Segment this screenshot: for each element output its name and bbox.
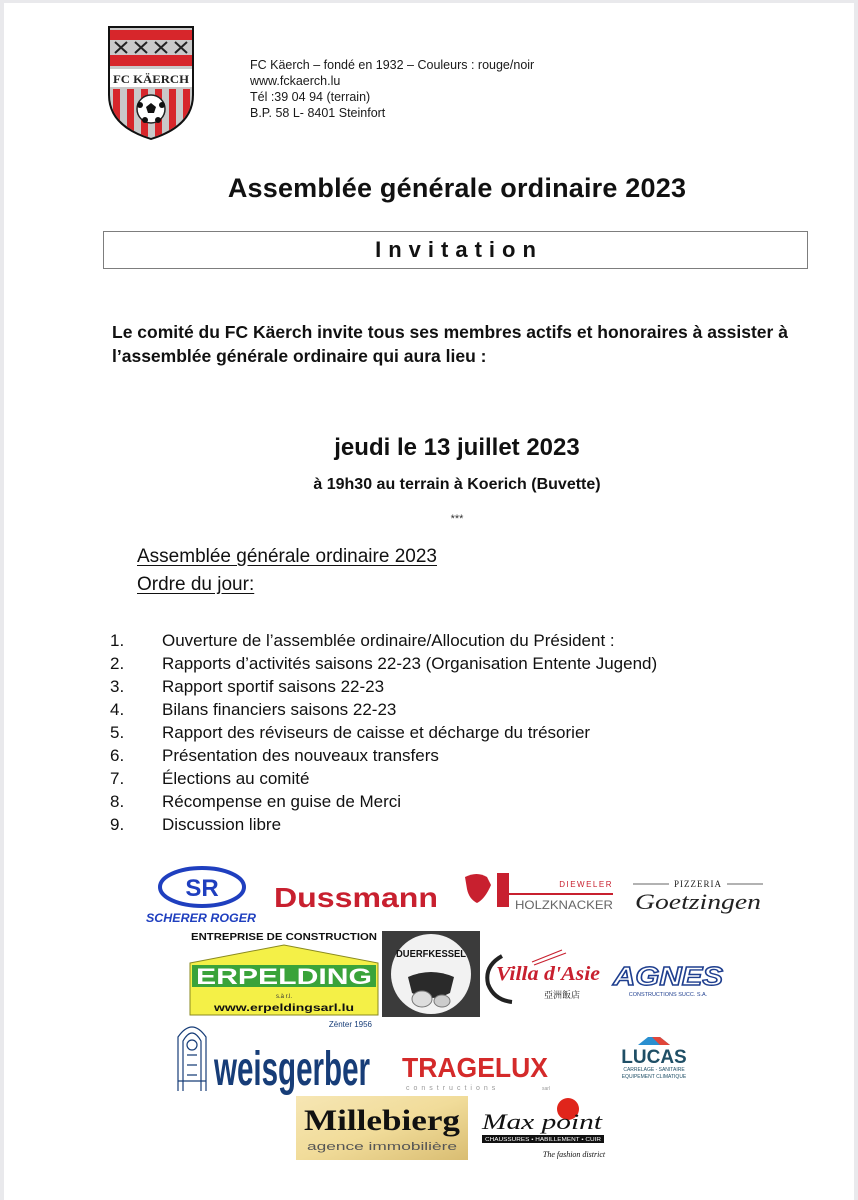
intro-paragraph: Le comité du FC Käerch invite tous ses membres actifs et honoraires à assister à l’assemblée générale ordinaire qui aura lieu : — [112, 322, 788, 366]
scherer-mark: SR — [185, 875, 219, 902]
agenda-heading-block — [137, 543, 437, 599]
sponsor-logo-lucas — [604, 1033, 704, 1083]
weisgerber-name: weisgerber — [213, 1043, 370, 1095]
millebierg-name: Millebierg — [304, 1104, 460, 1137]
maxpoint-bar: CHAUSSURES • HABILLEMENT • CUIR — [485, 1137, 602, 1143]
separator: *** — [450, 513, 464, 525]
agenda-subheading: Ordre du jour: — [137, 574, 255, 595]
event-date: jeudi le 13 juillet 2023 — [334, 434, 580, 461]
sponsor-logo-max-point — [478, 1097, 610, 1163]
club-info — [250, 57, 534, 121]
sponsor-logo-weisgerber — [174, 1015, 374, 1095]
agenda-item — [110, 721, 657, 744]
invitation-banner — [103, 231, 808, 269]
agenda-item-number: 8. — [110, 792, 125, 811]
sponsor-logo-duerfkessel — [382, 931, 480, 1017]
agenda-item — [110, 767, 657, 790]
agenda-item-number: 1. — [110, 631, 125, 650]
agenda-item — [110, 813, 657, 836]
agenda-heading: Assemblée générale ordinaire 2023 — [137, 546, 437, 567]
page-title: Assemblée générale ordinaire 2023 — [227, 173, 687, 203]
agnes-sub: CONSTRUCTIONS SUCC. S.A. — [628, 992, 708, 998]
agenda-item-text: Élections au comité — [162, 769, 310, 788]
sponsor-logo-tragelux — [396, 1049, 556, 1093]
agenda-item-text: Rapport sportif saisons 22-23 — [162, 677, 385, 696]
agenda-item — [110, 744, 657, 767]
maxpoint-tagline: The fashion district — [542, 1150, 606, 1159]
scherer-name: SCHERER ROGER — [146, 911, 257, 925]
invitation-label: Invitation — [375, 237, 543, 262]
lucas-sub1: CARRELAGE - SANITAIRE — [623, 1067, 685, 1073]
club-crest-logo — [107, 25, 195, 141]
villa-cjk: 亞洲飯店 — [543, 991, 581, 1001]
sponsor-logo-scherer-roger — [144, 865, 262, 927]
millebierg-sub: agence immobilière — [307, 1141, 457, 1153]
sponsor-logo-millebierg — [296, 1096, 468, 1160]
goetzingen-name: Goetzingen — [635, 889, 761, 914]
club-address: B.P. 58 L- 8401 Steinfort — [250, 106, 386, 120]
tragelux-sub: constructions — [406, 1085, 500, 1092]
agenda-item — [110, 675, 657, 698]
crest-text: FC KÄERCH — [113, 72, 190, 86]
invitation-page — [4, 3, 854, 1200]
erpelding-form: s.à r.l. — [275, 994, 293, 1000]
club-phone: Tél :39 04 94 (terrain) — [250, 90, 371, 104]
agenda-item-text: Présentation des nouveaux transfers — [162, 746, 439, 765]
goetzingen-top: PIZZERIA — [674, 879, 722, 889]
sponsor-logo-villa-dasie — [482, 948, 604, 1006]
agenda-item-number: 9. — [110, 815, 125, 834]
sponsor-logo-pizzeria-goetzingen — [629, 877, 769, 917]
agenda-item — [110, 629, 657, 652]
sponsor-logo-holzknacker — [459, 869, 619, 913]
agenda-item-number: 3. — [110, 677, 125, 696]
agenda-item-text: Récompense en guise de Merci — [162, 792, 402, 811]
agenda-item-text: Rapports d’activités saisons 22-23 (Organisation Entente Jugend) — [162, 654, 658, 673]
tragelux-form: sarl — [541, 1086, 550, 1092]
agenda-item-number: 5. — [110, 723, 125, 742]
agenda-item — [110, 698, 657, 721]
agenda-item-text: Rapport des réviseurs de caisse et décharge du trésorier — [162, 723, 591, 742]
agenda-item — [110, 652, 657, 675]
holzknacker-top: DIEWELER — [559, 880, 613, 889]
agenda-item — [110, 790, 657, 813]
sponsor-logo-erpelding — [188, 929, 380, 1019]
agenda-item-text: Bilans financiers saisons 22-23 — [162, 700, 397, 719]
agenda-item-number: 2. — [110, 654, 125, 673]
club-line: FC Käerch – fondé en 1932 – Couleurs : rouge/noir — [250, 58, 535, 72]
weisgerber-since: Zënter 1956 — [328, 1020, 372, 1029]
holzknacker-name: HOLZKNACKER — [515, 898, 614, 912]
erpelding-name: ERPELDING — [196, 964, 372, 989]
duerfkessel-name: DUERFKESSEL — [396, 949, 466, 960]
event-time-place: à 19h30 au terrain à Koerich (Buvette) — [313, 476, 601, 493]
agnes-name: AGNES — [611, 961, 724, 991]
dussmann-name: Dussmann — [274, 882, 438, 913]
erpelding-top: ENTREPRISE DE CONSTRUCTION — [191, 932, 377, 943]
agenda-item-text: Ouverture de l’assemblée ordinaire/Allocution du Président : — [162, 631, 615, 650]
tragelux-name: TRAGELUX — [402, 1052, 549, 1083]
agenda-item-number: 6. — [110, 746, 125, 765]
villa-name: Villa d'Asie — [496, 963, 601, 985]
club-website[interactable]: www.fckaerch.lu — [250, 74, 341, 88]
maxpoint-name: Max point — [480, 1109, 604, 1134]
sponsor-logo-agnes — [608, 961, 728, 999]
agenda-item-text: Discussion libre — [162, 815, 282, 834]
agenda-item-number: 4. — [110, 700, 125, 719]
lucas-name: LUCAS — [621, 1047, 687, 1068]
lucas-sub2: EQUIPEMENT CLIMATIQUE — [621, 1074, 687, 1080]
agenda-list — [110, 629, 657, 836]
sponsor-logo-dussmann — [272, 879, 442, 915]
agenda-item-number: 7. — [110, 769, 125, 788]
erpelding-url: www.erpeldingsarl.lu — [212, 1003, 354, 1014]
